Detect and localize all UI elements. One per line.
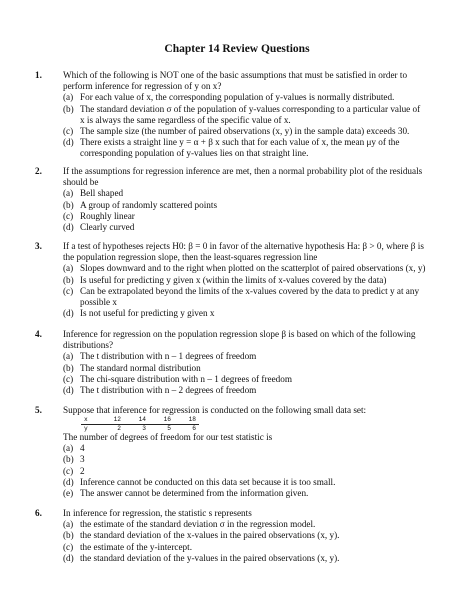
option-letter: (c) (63, 285, 74, 296)
option-text: 2 (80, 465, 85, 476)
table-cell: 3 (142, 424, 146, 432)
option-e (63, 488, 448, 499)
table-cell: 16 (149, 416, 174, 424)
question-stem-line: distributions? (63, 340, 114, 351)
option-letter: (b) (63, 362, 74, 373)
question-body (63, 508, 448, 564)
option-letter: (e) (63, 488, 74, 499)
question-stem-line: Which of the following is NOT one of the basic assumptions that must be satisfied in order to (63, 70, 408, 80)
option-c (63, 466, 448, 477)
option-text: The t distribution with n – 2 degrees of freedom (80, 385, 257, 396)
question-number: 3. (35, 241, 42, 251)
option-d (63, 222, 448, 233)
question-number: 1. (35, 70, 42, 80)
option-letter: (c) (63, 126, 74, 137)
option-text: Roughly linear (80, 210, 135, 221)
option-letter: (b) (63, 454, 74, 465)
table-cell: 6 (192, 424, 196, 432)
option-letter: (a) (63, 443, 74, 454)
table-cell: 12 (99, 416, 124, 424)
option-letter: (d) (63, 137, 74, 148)
table-row-label: x (81, 416, 99, 424)
option-text: Is not useful for predicting y given x (80, 308, 215, 319)
option-letter: (a) (63, 519, 74, 530)
option-b (63, 275, 448, 286)
question-body (63, 405, 448, 499)
option-d (63, 477, 448, 488)
question-stem-line: perform inference for regression of y on x? (63, 81, 222, 92)
question-stem-line: the population regression slope, then the least-squares regression line (63, 252, 318, 263)
question-stem-line: Inference for regression on the population regression slope β is based on which of the following (63, 329, 416, 339)
table-row-label: y (84, 424, 88, 432)
option-letter: (c) (63, 541, 74, 552)
option-text: For each value of x, the corresponding population of y-values is normally distributed. (80, 92, 395, 103)
question-body (63, 329, 448, 396)
option-a (63, 519, 448, 530)
question-number: 4. (35, 329, 42, 339)
option-text: Is useful for predicting y given x (within the limits of x-values covered by the data) (80, 274, 387, 285)
question-number: 6. (35, 508, 42, 518)
option-letter: (b) (63, 530, 74, 541)
option-b (63, 363, 448, 374)
option-text: The t distribution with n – 1 degrees of freedom (80, 351, 257, 362)
option-d (63, 553, 448, 564)
option-text: Can be extrapolated beyond the limits of the x-values covered by the data to predict y at any (80, 285, 420, 296)
option-letter: (d) (63, 222, 74, 233)
option-letter: (b) (63, 103, 74, 114)
option-b (63, 454, 448, 465)
question-number: 2. (35, 166, 42, 176)
page-title: Chapter 14 Review Questions (164, 43, 310, 55)
option-a (63, 92, 448, 103)
option-text: A group of randomly scattered points (80, 199, 218, 210)
option-text: Clearly curved (80, 222, 135, 233)
option-a (63, 188, 448, 199)
option-letter: (c) (63, 465, 74, 476)
option-text: the estimate of the standard deviation σ in the regression model. (80, 519, 316, 530)
option-c (63, 542, 448, 553)
option-letter: (d) (63, 552, 74, 563)
question-number: 5. (35, 405, 42, 415)
question-body (63, 70, 448, 160)
option-letter: (d) (63, 308, 74, 319)
option-letter: (a) (63, 351, 74, 362)
question-stem-line: The number of degrees of freedom for our test statistic is (63, 432, 273, 443)
option-text: The sample size (the number of paired observations (x, y) in the sample data) exceeds 30. (80, 126, 410, 137)
option-text: 3 (80, 454, 85, 465)
option-text: the estimate of the y-intercept. (80, 541, 192, 552)
option-letter: (d) (63, 385, 74, 396)
option-text: x is always the same regardless of the specific value of x. (80, 114, 291, 125)
question-body (63, 241, 448, 319)
option-c (63, 126, 448, 137)
option-letter: (d) (63, 476, 74, 487)
option-b (63, 104, 448, 126)
option-text: Slopes downward and to the right when plotted on the scatterplot of paired observations (x, y) (80, 263, 426, 274)
option-letter: (b) (63, 199, 74, 210)
option-c (63, 211, 448, 222)
option-letter: (c) (63, 373, 74, 384)
option-c (63, 374, 448, 385)
table-cell: 18 (174, 416, 199, 424)
question-stem-line: If a test of hypotheses rejects H0: β = 0 in favor of the alternative hypothesis Ha: β > 0, where β is (63, 241, 424, 251)
option-text: the standard deviation of the x-values in the paired observations (x, y). (80, 530, 340, 541)
option-text: 4 (80, 443, 85, 454)
table-cell: 14 (124, 416, 149, 424)
question-stem-line: Suppose that inference for regression is conducted on the following small data set: (63, 405, 367, 415)
option-a (63, 351, 448, 362)
option-d (63, 385, 448, 396)
option-text: the standard deviation of the y-values in the paired observations (x, y). (80, 552, 340, 563)
option-text: Inference cannot be conducted on this data set because it is too small. (80, 476, 336, 487)
option-text: Bell shaped (80, 188, 124, 199)
option-letter: (a) (63, 92, 74, 103)
option-text: possible x (80, 297, 118, 308)
option-text: There exists a straight line y = α + β x such that for each value of x, the mean μy of the (80, 137, 400, 148)
option-a (63, 443, 448, 454)
option-d (63, 308, 448, 319)
table-row-x (81, 416, 199, 424)
table-row-y (81, 424, 199, 432)
option-b (63, 200, 448, 211)
option-letter: (b) (63, 274, 74, 285)
option-d (63, 137, 448, 159)
data-table (81, 416, 199, 432)
option-text: The standard deviation σ of the population of y-values corresponding to a particular value of (80, 103, 421, 114)
table-cell: 5 (167, 424, 171, 432)
question-stem-line: In inference for regression, the statistic s represents (63, 508, 252, 518)
option-c (63, 286, 448, 308)
option-a (63, 263, 448, 274)
question-body (63, 166, 448, 233)
option-text: corresponding population of y-values lies on that straight line. (80, 148, 309, 159)
question-stem-line: should be (63, 177, 99, 188)
option-text: The answer cannot be determined from the information given. (80, 488, 309, 499)
option-letter: (a) (63, 188, 74, 199)
question-stem-line: If the assumptions for regression inference are met, then a normal probability plot of the residuals (63, 166, 423, 176)
option-letter: (a) (63, 263, 74, 274)
option-letter: (c) (63, 210, 74, 221)
option-text: The standard normal distribution (80, 362, 201, 373)
option-text: The chi-square distribution with n – 1 degrees of freedom (80, 373, 293, 384)
option-b (63, 530, 448, 541)
table-cell: 2 (117, 424, 121, 432)
